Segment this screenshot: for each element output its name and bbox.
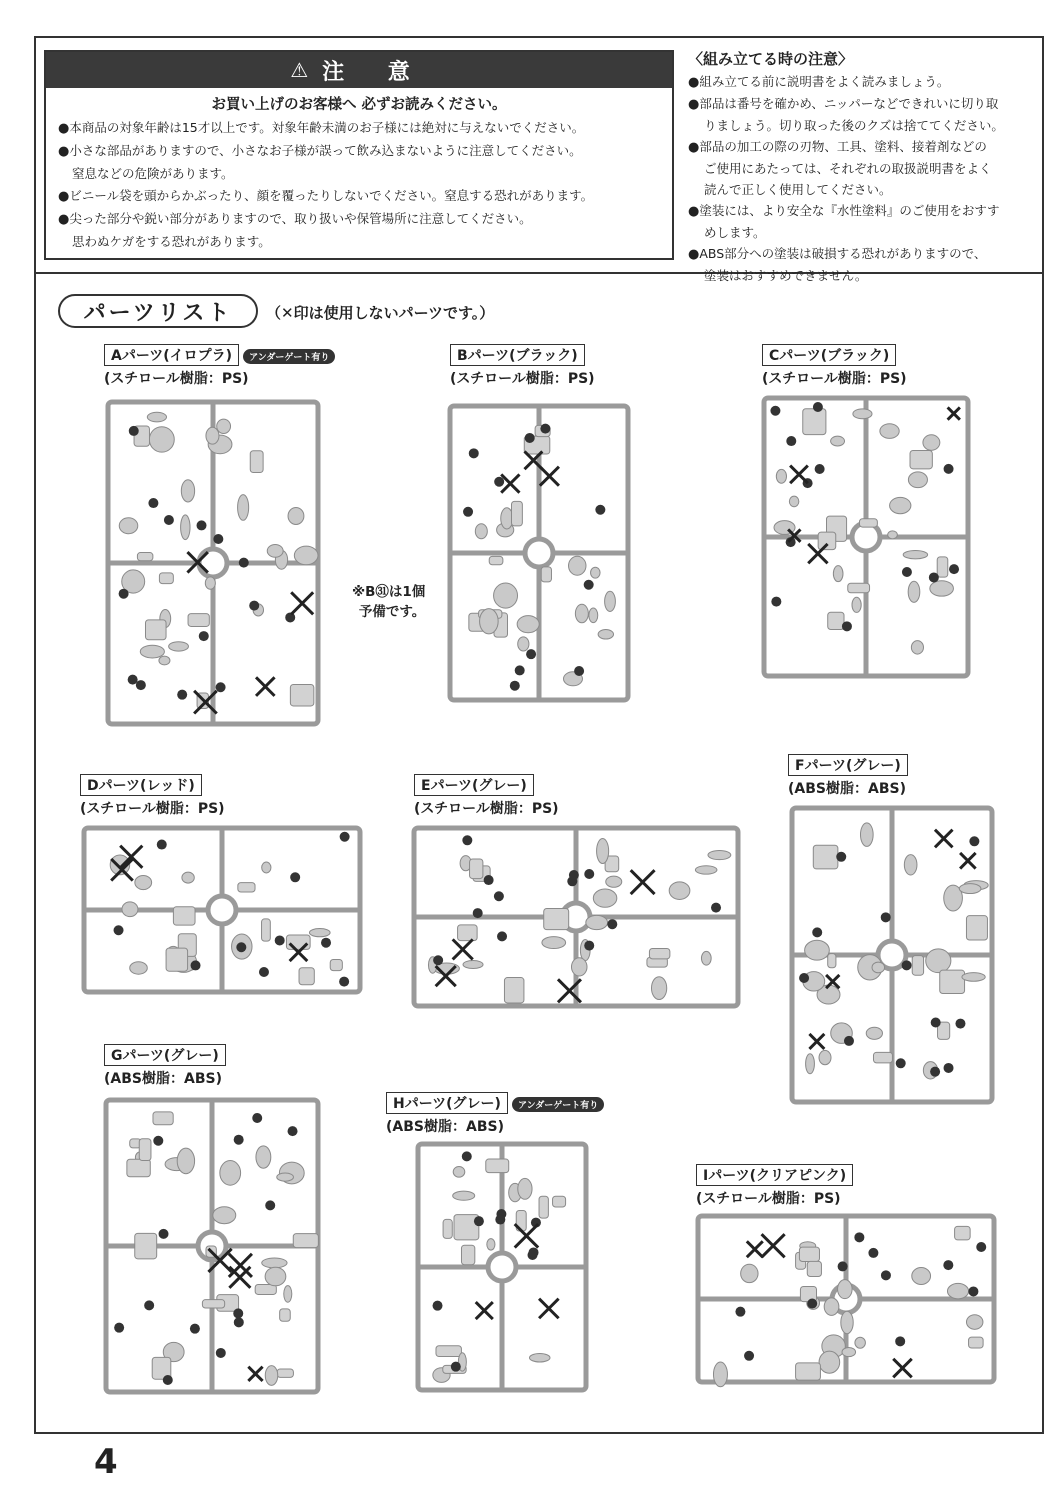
assembly-note-line: ●部品の加工の際の刃物、工具、塗料、接着剤などの (688, 139, 987, 155)
runner-e-label (414, 774, 559, 818)
runner-material: (スチロール樹脂：PS) (414, 801, 559, 817)
warning-triangle-icon: ⚠ (290, 58, 315, 82)
runner-name: Aパーツ(イロプラ) (104, 344, 239, 366)
runner-i-diagram (694, 1210, 998, 1388)
caution-header (46, 52, 672, 88)
runner-material: (スチロール樹脂：PS) (104, 371, 249, 387)
caution-subtitle: お買い上げのお客様へ 必ずお読みください。 (211, 97, 507, 113)
assembly-note-line: ご使用にあたっては、それぞれの取扱説明書をよく (704, 161, 992, 176)
runner-g-label (104, 1044, 226, 1088)
runner-f-label (788, 754, 908, 798)
runner-b-diagram (446, 400, 632, 706)
assembly-note-line: りましょう。切り取った後のクズは捨ててください。 (704, 118, 1004, 133)
assembly-notes-title: 〈組み立てる時の注意〉 (688, 50, 854, 68)
runner-name: Fパーツ(グレー) (788, 754, 908, 776)
assembly-note-line: ●組み立てる前に説明書をよく読みましょう。 (688, 74, 950, 90)
runner-material: (スチロール樹脂：PS) (450, 371, 595, 387)
under-gate-badge: アンダーゲート有り (243, 349, 335, 364)
runner-f-diagram (788, 802, 996, 1108)
parts-list-title: パーツリスト (58, 294, 258, 328)
runner-name: Eパーツ(グレー) (414, 774, 534, 796)
runner-name: Dパーツ(レッド) (80, 774, 202, 796)
caution-box (44, 50, 674, 260)
parts-list-note: （✕印は使用しないパーツです。） (266, 304, 495, 322)
runner-name: Cパーツ(ブラック) (762, 344, 896, 366)
assembly-notes (688, 48, 1036, 286)
runner-material: (ABS樹脂：ABS) (386, 1119, 504, 1135)
unused-part-x-icons (501, 451, 559, 492)
caution-item: ●本商品の対象年齢は15才以上です。対象年齢未満のお子様には絶対に与えないでください。 (58, 120, 585, 136)
caution-item: ●尖った部分や鋭い部分がありますので、取り扱いや保管場所に注意してください。 (58, 211, 532, 227)
under-gate-badge: アンダーゲート有り (512, 1097, 604, 1112)
sprue-frame (414, 828, 738, 1006)
caution-title: 注 意 (322, 59, 428, 85)
page-number: 4 (94, 1442, 118, 1482)
runner-material: (ABS樹脂：ABS) (788, 781, 906, 797)
caution-item: ●小さな部品がありますので、小さなお子様が誤って飲み込まないように注意してください。 (58, 143, 582, 159)
caution-item-continued: 思わぬケガをする恐れがあります。 (72, 234, 271, 249)
runner-d-diagram (80, 822, 364, 998)
runner-h-diagram (414, 1138, 590, 1396)
runner-material: (スチロール樹脂：PS) (80, 801, 225, 817)
assembly-note-line: めします。 (704, 225, 766, 240)
runner-a-diagram (104, 396, 322, 730)
runner-name: Bパーツ(ブラック) (450, 344, 585, 366)
runner-material: (ABS樹脂：ABS) (104, 1071, 222, 1087)
assembly-note-line: ●塗装には、より安全な『水性塗料』のご使用をおすす (688, 203, 1000, 219)
runner-i-label (696, 1164, 853, 1208)
assembly-note-line: ●ABS部分への塗装は破損する恐れがありますので、 (688, 246, 987, 262)
runner-name: Gパーツ(グレー) (104, 1044, 226, 1066)
runner-e-diagram (410, 822, 742, 1012)
runner-b-label (450, 344, 595, 388)
assembly-note-line: ●部品は番号を確かめ、ニッパーなどできれいに切り取 (688, 96, 999, 112)
spare-part-note: ※B㉛は1個 予備です。 (352, 584, 426, 620)
runner-name: Hパーツ(グレー) (386, 1092, 508, 1114)
runner-a-label (104, 344, 335, 388)
runner-g-diagram (102, 1094, 322, 1398)
runner-name: Iパーツ(クリアピンク) (696, 1164, 853, 1186)
runner-material: (スチロール樹脂：PS) (762, 371, 907, 387)
caution-item: ●ビニール袋を頭からかぶったり、顔を覆ったりしないでください。窒息する恐れがあります。 (58, 188, 594, 204)
runner-c-label (762, 344, 907, 388)
runner-c-diagram (760, 392, 972, 682)
runner-d-label (80, 774, 225, 818)
caution-item-continued: 窒息などの危険があります。 (72, 166, 234, 181)
runner-material: (スチロール樹脂：PS) (696, 1191, 841, 1207)
runner-h-label (386, 1092, 604, 1136)
assembly-note-line: 読んで正しく使用してください。 (704, 182, 892, 197)
assembly-note-line: 塗装はおすすめできません。 (704, 268, 868, 283)
